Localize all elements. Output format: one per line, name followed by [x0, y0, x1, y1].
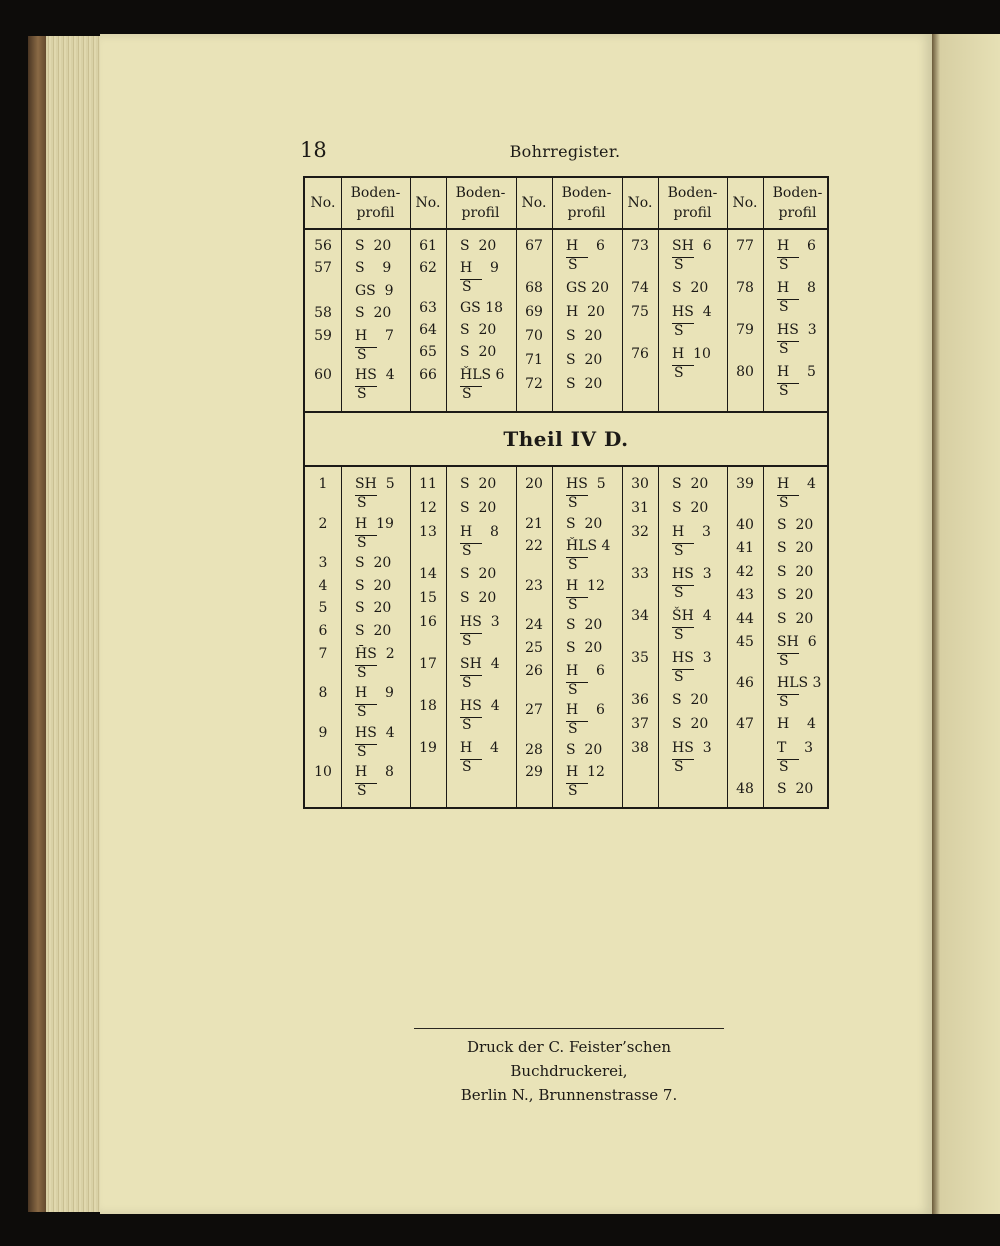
theil-profile-upper: H 8: [460, 524, 499, 540]
facing-page-edge: [932, 34, 1000, 1214]
theil-number: 31: [631, 500, 649, 516]
theil-profile-lower: S: [462, 633, 472, 649]
top-number: 60: [314, 366, 332, 383]
theil-number: 32: [631, 524, 649, 540]
header-bodenprofil: Boden- profil: [561, 185, 612, 221]
section-title: Theil IV D.: [503, 427, 629, 451]
theil-profile-upper: H 6: [566, 662, 605, 679]
header-bodenprofil: Boden- profil: [772, 185, 823, 221]
theil-profile-lower: S: [568, 681, 578, 698]
top-number: 59: [314, 327, 332, 344]
theil-number: 28: [525, 741, 543, 758]
theil-number: 19: [419, 740, 437, 756]
theil-number: 20: [525, 476, 543, 492]
top-profile-upper: H 20: [566, 304, 605, 320]
theil-profile-upper: H 19: [355, 515, 394, 532]
theil-profile-upper: HS 3: [460, 614, 500, 630]
top-number: 75: [631, 304, 649, 320]
theil-profile-lower: S: [568, 557, 578, 574]
top-profile-lower: S: [674, 365, 684, 381]
top-profile-lower: S: [779, 257, 789, 273]
theil-number: 48: [736, 780, 754, 797]
theil-number: 9: [318, 724, 328, 741]
theil-number: 16: [419, 614, 437, 630]
theil-profile-upper: S 20: [777, 517, 814, 533]
top-profile-upper: S 20: [460, 238, 497, 254]
theil-number: 18: [419, 698, 437, 714]
top-profile-upper: S 20: [566, 376, 603, 392]
top-number: 64: [419, 322, 437, 338]
theil-profile-upper: S 20: [672, 500, 709, 516]
theil-profile-upper: ȞLS 4: [566, 538, 611, 555]
theil-number: 22: [525, 538, 543, 555]
theil-profile-lower: S: [568, 783, 578, 800]
theil-number: 42: [736, 563, 754, 580]
top-profile-upper: S 20: [566, 352, 603, 368]
theil-profile-upper: S 20: [777, 563, 814, 580]
theil-profile-upper: HS 5: [566, 476, 606, 492]
theil-profile-upper: T 3: [777, 739, 814, 756]
theil-profile-upper: S 20: [777, 540, 814, 557]
theil-profile-upper: S 20: [460, 500, 497, 516]
theil-number: 33: [631, 566, 649, 582]
top-profile-upper: ȞLS 6: [460, 366, 505, 383]
theil-profile-lower: S: [779, 495, 789, 511]
theil-number: 39: [736, 476, 754, 492]
top-number: 66: [419, 366, 437, 383]
theil-number: 45: [736, 634, 754, 651]
top-profile-upper: H 5: [777, 364, 816, 380]
theil-profile-lower: S: [779, 694, 789, 711]
theil-profile-upper: H 3: [672, 524, 711, 540]
theil-profile-lower: S: [357, 743, 367, 760]
theil-profile-lower: S: [779, 758, 789, 775]
no-divider: [446, 467, 447, 807]
no-divider: [658, 467, 659, 807]
theil-number: 1: [318, 476, 328, 492]
theil-profile-upper: HLS 3: [777, 675, 822, 692]
header-no: No.: [627, 195, 653, 211]
header-no: No.: [415, 195, 441, 211]
theil-number: 2: [318, 515, 328, 532]
top-profile-upper: H 10: [672, 346, 711, 362]
theil-number: 13: [419, 524, 437, 540]
bohrregister-table: [303, 176, 829, 809]
theil-number: 43: [736, 587, 754, 604]
theil-profile-lower: S: [674, 669, 684, 685]
theil-number: 26: [525, 662, 543, 679]
theil-profile-upper: SH 4: [460, 656, 500, 672]
no-divider: [341, 467, 342, 807]
theil-profile-upper: S 20: [355, 600, 392, 617]
theil-profile-upper: ŠH 4: [672, 608, 712, 624]
header-no: No.: [732, 195, 758, 211]
theil-number: 15: [419, 590, 437, 606]
theil-profile-upper: S 20: [672, 716, 709, 732]
theil-number: 29: [525, 764, 543, 781]
theil-profile-upper: S 20: [777, 610, 814, 627]
theil-profile-upper: HS 3: [672, 566, 712, 582]
theil-profile-lower: S: [568, 495, 578, 511]
theil-profile-upper: H 12: [566, 577, 605, 594]
theil-profile-lower: S: [568, 596, 578, 613]
imprint-line-1: Druck der C. Feister’schen Buchdruckerei,: [466, 1038, 672, 1080]
theil-profile-lower: S: [357, 534, 367, 551]
top-number: 73: [631, 238, 649, 254]
theil-number: 6: [318, 623, 328, 640]
theil-profile-lower: S: [568, 721, 578, 738]
top-number: 74: [631, 280, 649, 296]
theil-number: 47: [736, 716, 754, 733]
no-divider: [552, 467, 553, 807]
theil-profile-upper: H 6: [566, 702, 605, 719]
top-profile-lower: S: [357, 346, 367, 363]
top-number: 72: [525, 376, 543, 392]
top-number: 76: [631, 346, 649, 362]
theil-profile-upper: S 20: [566, 741, 603, 758]
theil-profile-upper: S 20: [672, 476, 709, 492]
top-profile-upper: S 20: [355, 305, 392, 322]
theil-profile-upper: S 20: [777, 587, 814, 604]
theil-profile-lower: S: [357, 704, 367, 721]
top-profile-upper: S 9: [355, 260, 392, 277]
header-bodenprofil: Boden- profil: [455, 185, 506, 221]
theil-number: 24: [525, 617, 543, 634]
theil-profile-upper: S 20: [566, 617, 603, 634]
theil-profile-lower: S: [357, 664, 367, 681]
theil-number: 35: [631, 650, 649, 666]
top-number: 71: [525, 352, 543, 368]
top-profile-upper: S 20: [460, 322, 497, 338]
top-profile-upper: HS 4: [355, 366, 395, 383]
header-no: No.: [521, 195, 547, 211]
theil-profile-upper: H 4: [460, 740, 499, 756]
theil-profile-lower: S: [462, 759, 472, 775]
theil-number: 10: [314, 764, 332, 781]
no-divider: [763, 467, 764, 807]
theil-profile-lower: S: [462, 717, 472, 733]
top-profile-upper: HS 4: [672, 304, 712, 320]
top-profile-lower: S: [568, 257, 578, 273]
top-number: 68: [525, 280, 543, 296]
top-profile-upper: H 9: [460, 260, 499, 277]
top-profile-upper: SH 6: [672, 238, 712, 254]
theil-profile-upper: HS 3: [672, 740, 712, 756]
theil-profile-upper: H̄S 2: [355, 645, 395, 662]
theil-profile-lower: S: [357, 495, 367, 511]
theil-profile-upper: H 8: [355, 764, 394, 781]
theil-number: 12: [419, 500, 437, 516]
theil-profile-upper: H 9: [355, 685, 394, 702]
top-profile-lower: S: [674, 323, 684, 339]
top-number: 62: [419, 260, 437, 277]
theil-number: 27: [525, 702, 543, 719]
top-profile-lower: S: [462, 385, 472, 402]
top-number: 80: [736, 364, 754, 380]
theil-profile-lower: S: [462, 543, 472, 559]
top-profile-upper: H 6: [777, 238, 816, 254]
theil-profile-lower: S: [357, 783, 367, 800]
top-number: 77: [736, 238, 754, 254]
theil-profile-lower: S: [674, 585, 684, 601]
theil-profile-lower: S: [674, 543, 684, 559]
theil-number: 4: [318, 577, 328, 594]
theil-profile-upper: HS 3: [672, 650, 712, 666]
theil-number: 8: [318, 685, 328, 702]
theil-profile-upper: S 20: [777, 780, 814, 797]
theil-profile-upper: S 20: [460, 590, 497, 606]
printer-imprint: [414, 1028, 724, 1107]
top-profile-upper: S 20: [460, 344, 497, 361]
theil-number: 34: [631, 608, 649, 624]
theil-profile-upper: S 20: [566, 515, 603, 532]
theil-number: 7: [318, 645, 328, 662]
header-bodenprofil: Boden- profil: [350, 185, 401, 221]
theil-profile-lower: S: [779, 653, 789, 670]
top-profile-lower: S: [357, 385, 367, 402]
theil-number: 17: [419, 656, 437, 672]
theil-profile-lower: S: [462, 675, 472, 691]
top-profile-upper: GS 20: [566, 280, 610, 296]
top-number: 65: [419, 344, 437, 361]
theil-number: 36: [631, 692, 649, 708]
theil-profile-upper: S 20: [460, 566, 497, 582]
theil-number: 44: [736, 610, 754, 627]
top-profile-upper: H 6: [566, 238, 605, 254]
top-profile-lower: S: [779, 383, 789, 399]
imprint-line-2: Berlin N., Brunnenstrasse 7.: [460, 1086, 678, 1104]
theil-profile-upper: S 20: [355, 623, 392, 640]
theil-profile-upper: H 12: [566, 764, 605, 781]
header-bodenprofil: Boden- profil: [667, 185, 718, 221]
book-spine: [28, 36, 48, 1212]
theil-profile-upper: S 20: [672, 692, 709, 708]
theil-number: 46: [736, 675, 754, 692]
theil-profile-upper: S 20: [566, 640, 603, 656]
theil-number: 23: [525, 577, 543, 594]
top-profile-lower: S: [674, 257, 684, 273]
theil-profile-upper: HS 4: [355, 724, 395, 741]
theil-number: 30: [631, 476, 649, 492]
theil-number: 14: [419, 566, 437, 582]
top-profile-upper: GS 9: [355, 282, 394, 299]
top-profile-lower: S: [779, 299, 789, 315]
theil-profile-upper: HS 4: [460, 698, 500, 714]
theil-profile-upper: S 20: [355, 577, 392, 594]
page-number: 18: [300, 138, 327, 162]
theil-profile-lower: S: [674, 627, 684, 643]
theil-number: 41: [736, 540, 754, 557]
section-band: [305, 411, 827, 467]
top-profile-upper: S 20: [566, 328, 603, 344]
top-profile-upper: HS 3: [777, 322, 817, 338]
top-number: 79: [736, 322, 754, 338]
theil-number: 40: [736, 517, 754, 533]
theil-number: 3: [318, 555, 328, 572]
top-profile-upper: S 20: [355, 238, 392, 254]
top-number: 57: [314, 260, 332, 277]
top-number: 69: [525, 304, 543, 320]
top-profile-upper: H 8: [777, 280, 816, 296]
header-no: No.: [310, 195, 336, 211]
theil-profile-upper: S 20: [355, 555, 392, 572]
theil-number: 25: [525, 640, 543, 656]
top-number: 78: [736, 280, 754, 296]
theil-profile-upper: H 4: [777, 476, 816, 492]
theil-profile-upper: SH 5: [355, 476, 395, 492]
theil-profile-upper: H 4: [777, 716, 816, 733]
top-number: 61: [419, 238, 437, 254]
top-number: 56: [314, 238, 332, 254]
top-number: 67: [525, 238, 543, 254]
top-profile-lower: S: [462, 279, 472, 296]
top-number: 70: [525, 328, 543, 344]
theil-profile-upper: S 20: [460, 476, 497, 492]
running-head: Bohrregister.: [509, 142, 621, 161]
theil-number: 5: [318, 600, 328, 617]
theil-number: 37: [631, 716, 649, 732]
theil-profile-lower: S: [674, 759, 684, 775]
top-profile-lower: S: [779, 341, 789, 357]
top-profile-upper: GS 18: [460, 299, 504, 316]
theil-profile-upper: SH 6: [777, 634, 817, 651]
theil-number: 11: [419, 476, 437, 492]
top-number: 58: [314, 305, 332, 322]
top-profile-upper: S 20: [672, 280, 709, 296]
top-profile-upper: H 7: [355, 327, 394, 344]
theil-number: 38: [631, 740, 649, 756]
top-number: 63: [419, 299, 437, 316]
theil-number: 21: [525, 515, 543, 532]
